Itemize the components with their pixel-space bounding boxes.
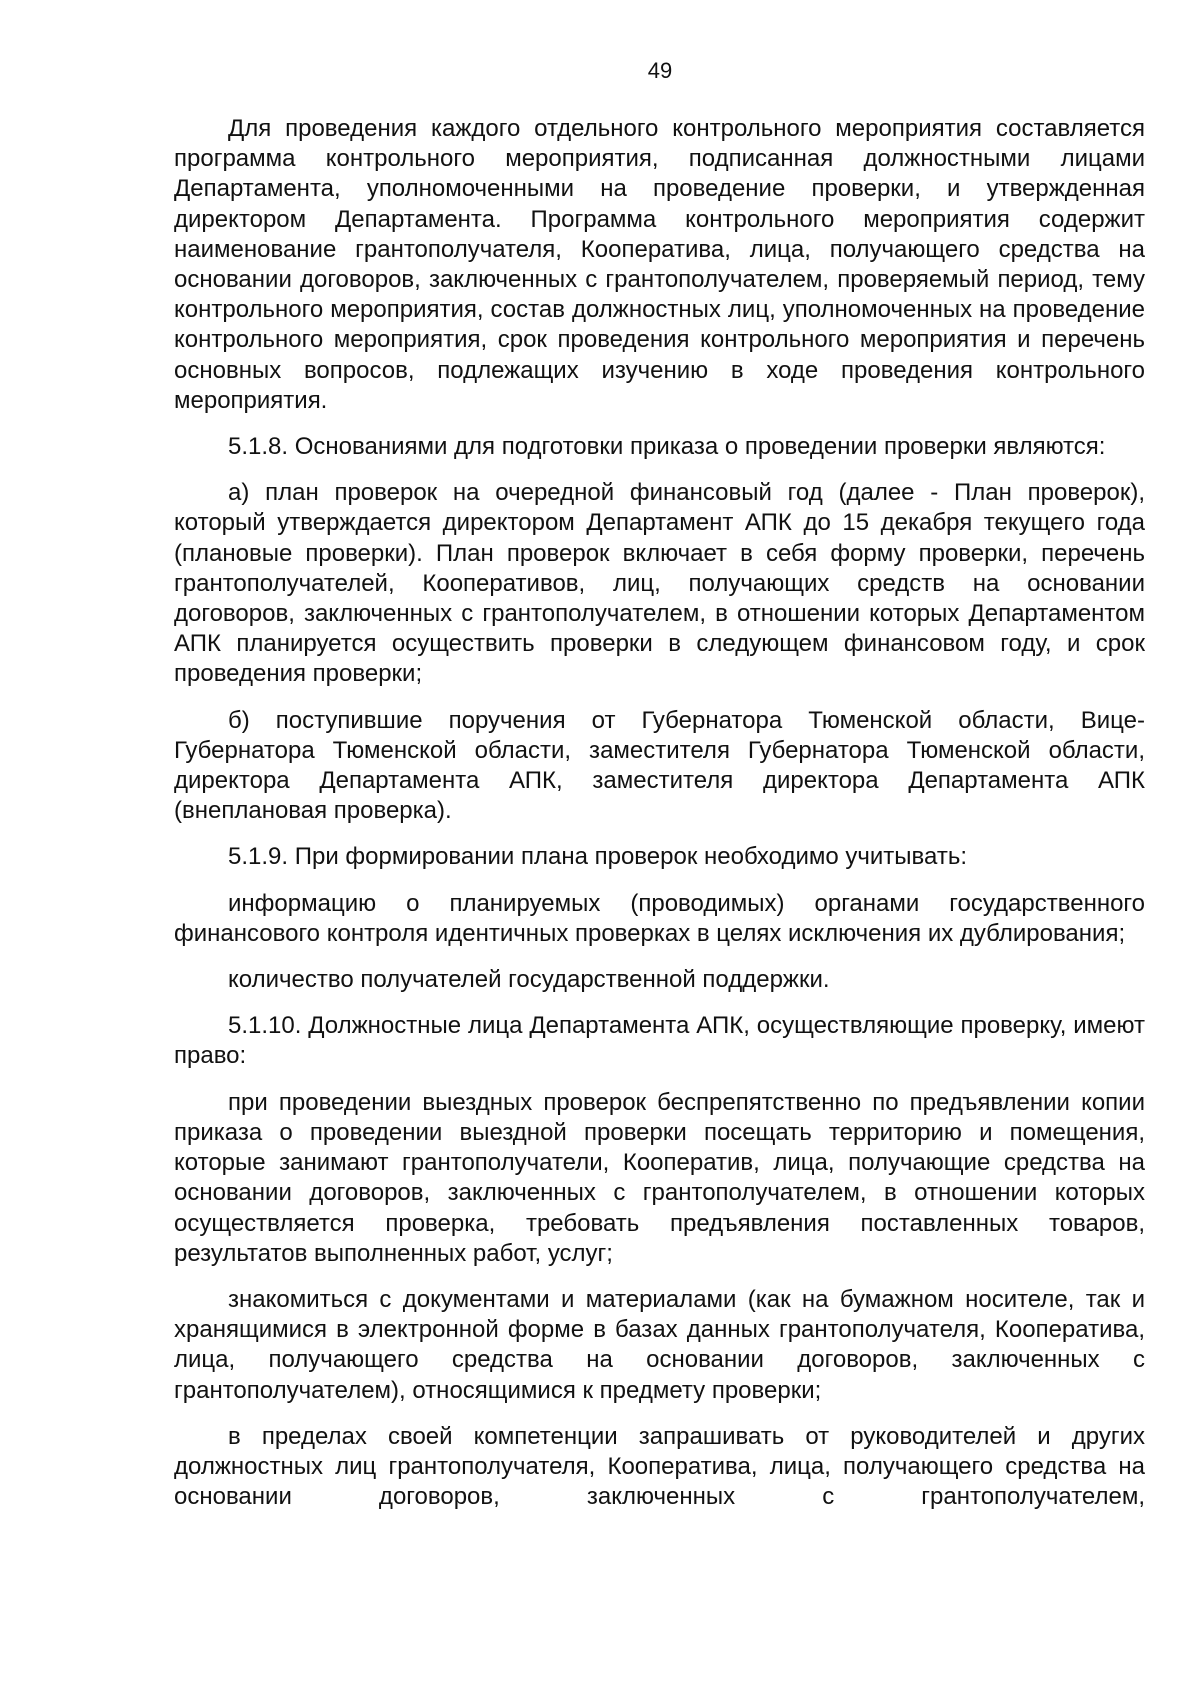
- paragraph-right-documents: знакомиться с документами и материалами (как на бумажном носителе, так и хранящимися в электронной форме в базах данных грантополучателя, Кооператива, лица, получающего средства на основании договоров, заключенных с грантополучателем), относящимися к предмету проверки;: [174, 1285, 1145, 1404]
- paragraph-information-planned-checks: информацию о планируемых (проводимых) органами государственного финансового контроля идентичных проверках в целях исключения их дублирования;: [174, 889, 1145, 947]
- paragraph-right-request: в пределах своей компетенции запрашивать от руководителей и других должностных лиц грантополучателя, Кооператива, лица, получающего средства на основании договоров, заключенных с грантополучателем,: [174, 1422, 1145, 1511]
- paragraph-5-1-10: 5.1.10. Должностные лица Департамента АПК, осуществляющие проверку, имеют право:: [174, 1012, 1145, 1070]
- paragraph-control-program: Для проведения каждого отдельного контрольного мероприятия составляется программа контрольного мероприятия, подписанная должностными лицами Департамента, уполномоченными на проведение проверки, и утвержденная директором Департамента. Программа контрольного мероприятия содержит наименование грантополучателя, Кооператива, лица, получающего средства на основании договоров, заключенных с грантополучателем, проверяемый период, тему контрольного мероприятия, состав должностных лиц, уполномоченных на проведение контрольного мероприятия, срок проведения контрольного мероприятия и перечень основных вопросов, подлежащих изучению в ходе проведения контрольного мероприятия.: [174, 115, 1145, 414]
- paragraph-right-visit: при проведении выездных проверок беспрепятственно по предъявлении копии приказа о проведении выездной проверки посещать территорию и помещения, которые занимают грантополучатели, Кооператив, лица, получающие средства на основании договоров, заключенных с грантополучателем, в отношении которых осуществляется проверка, требовать предъявления поставленных товаров, результатов выполненных работ, услуг;: [174, 1088, 1145, 1267]
- page-number: 49: [647, 58, 673, 83]
- document-body: [174, 114, 1145, 1512]
- paragraph-recipients-count: количество получателей государственной поддержки.: [228, 966, 830, 994]
- paragraph-5-1-8: 5.1.8. Основаниями для подготовки приказа о проведении проверки являются:: [228, 433, 1106, 461]
- paragraph-item-b: б) поступившие поручения от Губернатора Тюменской области, Вице-Губернатора Тюменской области, заместителя Губернатора Тюменской области, директора Департамента АПК, заместителя директора Департамента АПК (внеплановая проверка).: [174, 706, 1145, 825]
- paragraph-item-a: а) план проверок на очередной финансовый год (далее - План проверок), который утверждается директором Департамент АПК до 15 декабря текущего года (плановые проверки). План проверок включает в себя форму проверки, перечень грантополучателей, Кооперативов, лиц, получающих средств на основании договоров, заключенных с грантополучателем, в отношении которых Департаментом АПК планируется осуществить проверки в следующем финансовом году, и срок проведения проверки;: [174, 479, 1145, 688]
- paragraph-5-1-9: 5.1.9. При формировании плана проверок необходимо учитывать:: [228, 843, 967, 871]
